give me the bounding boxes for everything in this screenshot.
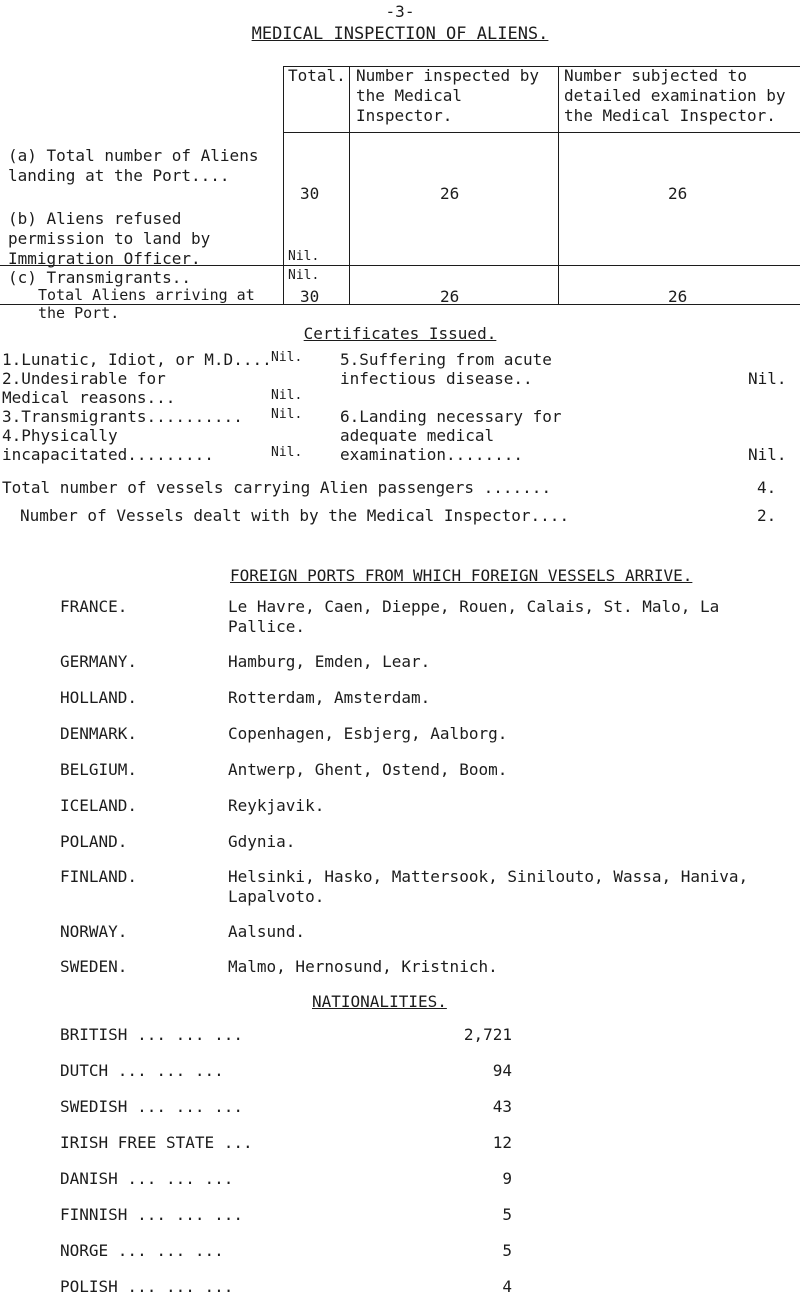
row-total-total: 30 <box>300 287 320 306</box>
nationality-count: 94 <box>492 1061 512 1080</box>
cert-6-label: 6.Landing necessary for adequate medical examination........ <box>340 407 562 464</box>
cert-5-label: 5.Suffering from acute infectious disease.. <box>340 350 552 388</box>
cert-3-value: Nil. <box>271 407 303 422</box>
row-c-total: Nil. <box>288 268 320 283</box>
ports-sweden: Malmo, Hernosund, Kristnich. <box>228 957 498 976</box>
nationalities-heading: NATIONALITIES. <box>312 992 447 1011</box>
ports-belgium: Antwerp, Ghent, Ostend, Boom. <box>228 760 508 779</box>
ports-germany: Hamburg, Emden, Lear. <box>228 652 431 671</box>
nationality-name: IRISH FREE STATE ... <box>60 1133 253 1152</box>
vessels-carrying-label: Total number of vessels carrying Alien passengers ....... <box>2 478 552 497</box>
ports-denmark: Copenhagen, Esbjerg, Aalborg. <box>228 724 508 743</box>
nationality-count: 5 <box>502 1241 512 1260</box>
country-holland: HOLLAND. <box>60 688 138 707</box>
country-norway: NORWAY. <box>60 922 128 941</box>
ports-iceland: Reykjavik. <box>228 796 325 815</box>
page-number: -3- <box>385 2 415 21</box>
row-a-subjected: 26 <box>668 184 688 203</box>
col-inspected-header: Number inspected by the Medical Inspector. <box>356 66 540 125</box>
nationality-name: BRITISH ... ... ... <box>60 1025 244 1044</box>
table-header-rule <box>283 132 800 133</box>
col-subjected-header: Number subjected to detailed examination by the Medical Inspector. <box>564 66 786 125</box>
ports-france: Le Havre, Caen, Dieppe, Rouen, Calais, St. Malo, La Pallice. <box>228 597 720 636</box>
vessels-carrying-value: 4. <box>757 478 777 497</box>
nationality-count: 12 <box>492 1133 512 1152</box>
ports-holland: Rotterdam, Amsterdam. <box>228 688 431 707</box>
cert-2-label: 2.Undesirable for Medical reasons... <box>2 369 176 407</box>
vessels-dealt-value: 2. <box>757 506 777 525</box>
row-a-total: 30 <box>300 184 320 203</box>
nationality-count: 5 <box>502 1205 512 1224</box>
nationality-name: SWEDISH ... ... ... <box>60 1097 244 1116</box>
row-a-inspected: 26 <box>440 184 460 203</box>
cert-5-value: Nil. <box>748 369 787 388</box>
cert-1-value: Nil. <box>271 350 303 365</box>
nationality-name: POLISH ... ... ... <box>60 1277 234 1296</box>
vessels-dealt-label: Number of Vessels dealt with by the Medical Inspector.... <box>20 506 570 525</box>
nationality-name: FINNISH ... ... ... <box>60 1205 244 1224</box>
row-a-label: (a) Total number of Aliens landing at the Port.... <box>8 146 259 185</box>
cert-4-label: 4.Physically incapacitated......... <box>2 426 214 464</box>
country-germany: GERMANY. <box>60 652 138 671</box>
row-total-subjected: 26 <box>668 287 688 306</box>
ports-norway: Aalsund. <box>228 922 306 941</box>
country-iceland: ICELAND. <box>60 796 138 815</box>
foreign-ports-heading: FOREIGN PORTS FROM WHICH FOREIGN VESSELS ARRIVE. <box>230 566 693 585</box>
row-total-label: Total Aliens arriving at the Port. <box>38 286 255 322</box>
country-poland: POLAND. <box>60 832 128 851</box>
cert-1-label: 1.Lunatic, Idiot, or M.D.... <box>2 350 272 369</box>
nationality-name: DANISH ... ... ... <box>60 1169 234 1188</box>
page-title: MEDICAL INSPECTION OF ALIENS. <box>251 24 549 44</box>
country-denmark: DENMARK. <box>60 724 138 743</box>
row-total-inspected: 26 <box>440 287 460 306</box>
cert-6-value: Nil. <box>748 445 787 464</box>
country-france: FRANCE. <box>60 597 128 616</box>
nationality-count: 2,721 <box>463 1025 512 1044</box>
nationality-count: 4 <box>502 1277 512 1296</box>
nationality-name: NORGE ... ... ... <box>60 1241 224 1260</box>
row-b-total: Nil. <box>288 249 320 264</box>
ports-poland: Gdynia. <box>228 832 296 851</box>
cert-3-label: 3.Transmigrants.......... <box>2 407 243 426</box>
country-belgium: BELGIUM. <box>60 760 138 779</box>
cert-4-value: Nil. <box>271 445 303 460</box>
row-c-label: (c) Transmigrants.. <box>8 268 192 287</box>
table-vline-3 <box>558 66 559 304</box>
country-finland: FINLAND. <box>60 867 138 886</box>
nationality-count: 43 <box>492 1097 512 1116</box>
row-b-label: (b) Aliens refused permission to land by Immigration Officer. <box>8 209 211 268</box>
ports-finland: Helsinki, Hasko, Mattersook, Siniloutо, Wassa, Haniva, Lapalvoto. <box>228 867 749 906</box>
cert-2-value: Nil. <box>271 388 303 403</box>
nationality-name: DUTCH ... ... ... <box>60 1061 224 1080</box>
nationality-count: 9 <box>502 1169 512 1188</box>
table-vline-1 <box>283 66 284 304</box>
country-sweden: SWEDEN. <box>60 957 128 976</box>
col-total-header: Total. <box>288 66 346 85</box>
table-vline-2 <box>349 66 350 304</box>
certificates-heading: Certificates Issued. <box>303 324 497 343</box>
